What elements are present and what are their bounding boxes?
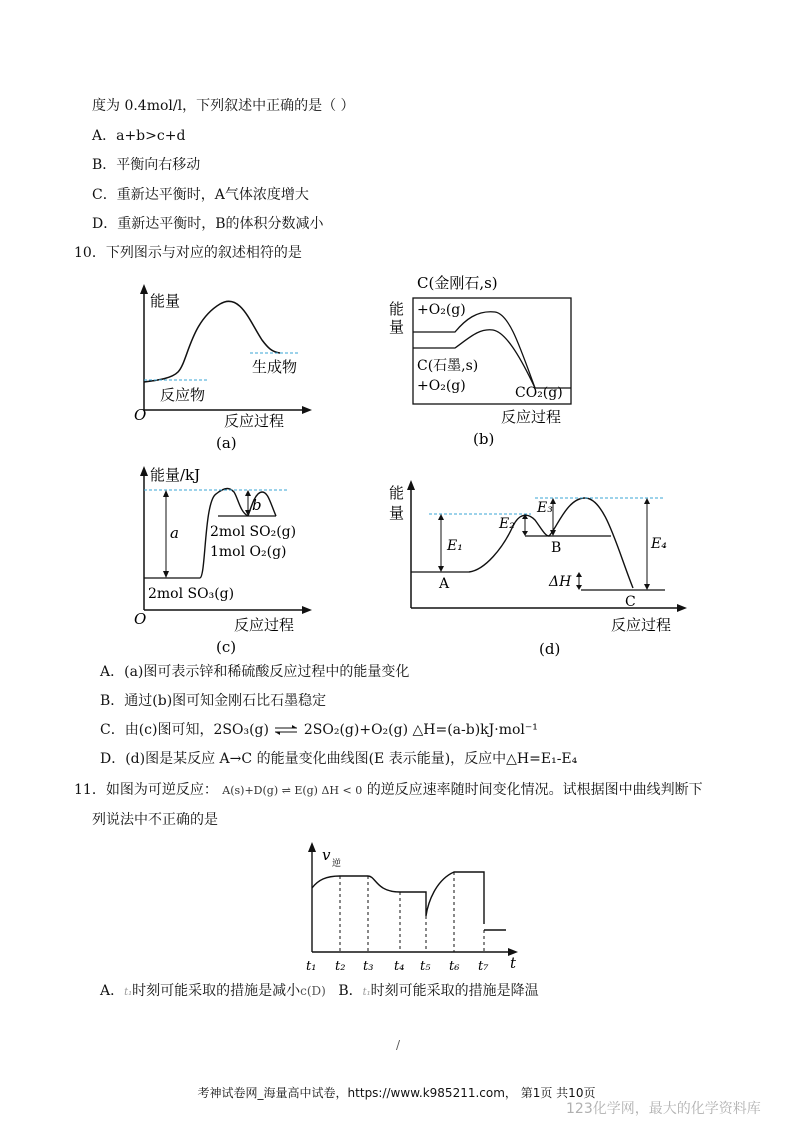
q11-equation: A(s)+D(g) ⇌ E(g) ΔH < 0 — [222, 784, 363, 797]
fig-b-co2: CO₂(g) — [515, 385, 563, 401]
q11-ysub: 逆 — [332, 859, 342, 869]
q11-option-a-t: t₁ — [124, 987, 133, 998]
fig-a-y-arrow — [140, 284, 148, 294]
fig-c-so2: 2mol SO₂(g) — [210, 524, 297, 540]
q11-option-b-t: t₁ — [362, 987, 371, 998]
figure-b — [385, 270, 585, 455]
fig-c-caption: (c) — [216, 638, 237, 656]
q10-option-c-pre: C．由(c)图可知，2SO₃(g) — [100, 722, 269, 738]
q11-stem-line-2: 列说法中不正确的是 — [92, 812, 218, 828]
q11-stem-line-1 — [74, 780, 703, 801]
fig-d-e2: E₂ — [499, 516, 515, 532]
fig-a-ylabel: 能量 — [150, 292, 181, 310]
fig-b-top-label: C(金刚石,s) — [417, 274, 498, 292]
q11-option-a-label: A． — [100, 983, 125, 999]
page-footer: 考神试卷网_海量高中试卷，https://www.k985211.com， 第1页 共10页 — [197, 1086, 596, 1100]
fig-b-caption: (b) — [473, 430, 495, 448]
q11-options — [100, 981, 539, 1003]
fig-b-xlabel: 反应过程 — [501, 408, 562, 426]
page-mark: / — [396, 1038, 401, 1052]
q11-option-b-label: B． — [338, 983, 363, 999]
q11-option-a-cd: c(D) — [300, 984, 326, 998]
fig-b-graphite: C(石墨,s) — [417, 358, 479, 374]
watermark: 123化学网，最大的化学资料库 — [566, 1101, 761, 1117]
q10-stem: 10．下列图示与对应的叙述相符的是 — [74, 245, 302, 261]
figure-a — [130, 282, 320, 457]
fig-c-y-arrow — [140, 466, 148, 476]
q11-tick-t6: t₆ — [449, 959, 460, 974]
q10-option-a: A．(a)图可表示锌和稀硫酸反应过程中的能量变化 — [100, 664, 410, 680]
fig-d-xlabel: 反应过程 — [611, 616, 672, 634]
fig-d-c: C — [625, 594, 636, 610]
fig-c-a: a — [170, 524, 179, 542]
fig-d-e3: E₃ — [537, 500, 553, 516]
fig-b-ylabel-1: 能 — [389, 300, 405, 318]
fig-a-origin: O — [134, 406, 147, 424]
q11-option-b-text: 时刻可能采取的措施是降温 — [370, 983, 539, 999]
equilibrium-arrow-icon — [273, 724, 299, 736]
q9-option-c: C．重新达平衡时，A气体浓度增大 — [92, 187, 309, 203]
fig-c-so3: 2mol SO₃(g) — [148, 586, 235, 602]
q9-option-b: B．平衡向右移动 — [92, 157, 201, 173]
fig-a-products: 生成物 — [252, 358, 298, 376]
fig-b-diamond-curve — [413, 312, 571, 388]
fig-d-b: B — [551, 540, 562, 556]
q11-ylabel: v — [322, 846, 331, 864]
q10-option-c-post: 2SO₂(g)+O₂(g) △H=(a-b)kJ·mol⁻¹ — [303, 722, 538, 738]
fig-d-ylabel-1: 能 — [389, 484, 405, 502]
fig-d-e1: E₁ — [447, 538, 463, 554]
fig-c-x-arrow — [302, 606, 312, 614]
q9-stem-tail: 度为 0.4mol/l，下列叙述中正确的是（ ） — [92, 98, 355, 114]
q11-xlabel: t — [510, 954, 517, 972]
q11-tick-t4: t₄ — [394, 959, 405, 974]
fig-a-reactants: 反应物 — [160, 386, 206, 404]
fig-c-origin: O — [134, 610, 147, 628]
fig-c-xlabel: 反应过程 — [234, 616, 295, 634]
q11-option-a-text: 时刻可能采取的措施是减小 — [132, 983, 301, 999]
fig-b-o2-bottom: +O₂(g) — [417, 378, 466, 394]
fig-c-b: b — [252, 496, 262, 514]
q11-tick-t5: t₅ — [420, 959, 431, 974]
fig-d-a: A — [439, 576, 450, 592]
fig-a-caption: (a) — [216, 434, 237, 452]
figure-c — [130, 462, 320, 662]
fig-d-ylabel-2: 量 — [389, 504, 405, 522]
fig-b-ylabel-2: 量 — [389, 318, 405, 336]
fig-c-o2: 1mol O₂(g) — [210, 544, 287, 560]
q10-option-b: B．通过(b)图可知金刚石比石墨稳定 — [100, 693, 327, 709]
q11-rate-curve — [312, 872, 484, 924]
q10-option-d: D．(d)图是某反应 A→C 的能量变化曲线图(E 表示能量)，反应中△H=E₁-E₄ — [100, 751, 578, 767]
figure-q11-rate — [296, 840, 528, 980]
fig-a-xlabel: 反应过程 — [224, 412, 285, 430]
q10-option-c — [100, 720, 538, 740]
q9-option-a: A．a+b>c+d — [92, 128, 186, 144]
fig-b-o2-top: +O₂(g) — [417, 302, 466, 318]
fig-c-ylabel: 能量/kJ — [150, 466, 201, 484]
fig-d-caption: (d) — [539, 640, 561, 658]
fig-d-dh: ΔH — [549, 574, 572, 590]
fig-a-x-arrow — [302, 406, 312, 414]
q11-stem-2: 的逆反应速率随时间变化情况。试根据图中曲线判断下 — [366, 782, 703, 798]
fig-d-e4: E₄ — [651, 536, 667, 552]
q9-option-d: D．重新达平衡时，B的体积分数减小 — [92, 216, 324, 232]
figure-d — [385, 478, 690, 663]
q11-tick-t2: t₂ — [335, 959, 346, 974]
q11-tick-t1: t₁ — [306, 959, 317, 974]
q11-tick-t3: t₃ — [363, 959, 374, 974]
q11-stem-1: 11．如图为可逆反应： — [74, 782, 218, 798]
q11-tick-t7: t₇ — [478, 959, 489, 974]
